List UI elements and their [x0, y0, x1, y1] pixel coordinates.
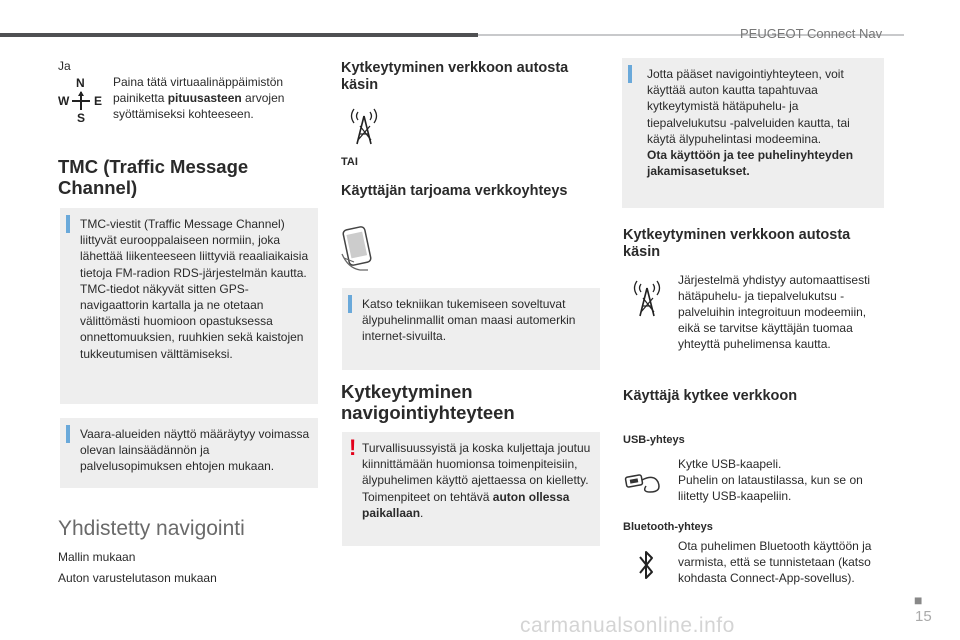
warning-note-text: Turvallisuussyistä ja koska kuljettaja joutuu kiinnittämään huomionsa toimenpiteisiin, älypuhelimen käyttö ajettaessa on kielletty. Toimenpiteet on tehtävä auton ollessa paikallaan.: [362, 441, 591, 520]
bluetooth-icon: [636, 548, 656, 582]
auto-connect-title: Kytkeytyminen verkkoon autosta käsin: [341, 60, 569, 93]
usb-connection-label: USB-yhteys: [623, 434, 685, 446]
page-number: 15: [915, 608, 932, 625]
user-network-title: Käyttäjän tarjoama verkkoyhteys: [341, 183, 568, 199]
compass-description: Paina tätä virtuaalinäppäimistön painiketta pituusasteen arvojen syöttämiseksi kohteeseen.: [113, 75, 285, 121]
user-network-note: [342, 288, 600, 370]
antenna-icon: [347, 106, 381, 146]
auto-connect-title-2: Kytkeytyminen verkkoon autosta käsin: [623, 227, 851, 260]
antenna-icon: [630, 278, 664, 318]
bluetooth-connection-text: Ota puhelimen Bluetooth käyttöön ja varmista, että se tunnistetaan (katso kohdasta Connect-App-sovellus).: [678, 539, 872, 585]
user-note-text: Katso tekniikan tukemiseen soveltuvat älypuhelinmallit oman maasi automerkin internet-sivuilta.: [362, 297, 576, 344]
connected-navigation-title: Yhdistetty navigointi: [58, 517, 245, 540]
info-bar-icon: [66, 215, 70, 233]
warning-exclamation-icon: !: [349, 435, 357, 460]
header-rule-dark: [0, 33, 478, 37]
tai-label: TAI: [341, 156, 358, 168]
info-bar-icon: [66, 425, 70, 443]
navigation-info-note: [622, 58, 884, 208]
usb-connection-text: Kytke USB-kaapeli. Puhelin on lataustilassa, kun se on liitetty USB-kaapeliin.: [678, 457, 863, 503]
user-connects-title: Käyttäjä kytkee verkkoon: [623, 388, 798, 404]
page-header-title: PEUGEOT Connect Nav: [740, 26, 883, 41]
info-bar-icon: [348, 295, 352, 313]
tmc-title: TMC (Traffic Message Channel): [58, 156, 249, 198]
bluetooth-connection-label: Bluetooth-yhteys: [623, 521, 713, 533]
watermark: carmanualsonline.info: [520, 614, 735, 637]
page-nav-marker: ■: [914, 592, 923, 608]
info-bar-icon: [628, 65, 632, 83]
compass-icon: N W E S: [58, 76, 103, 125]
danger-zone-note: [60, 418, 318, 488]
smartphone-icon: [338, 224, 382, 274]
danger-note-text: Vaara-alueiden näyttö määräytyy voimassa olevan lainsäädännön ja palvelusopimuksen ehtojen mukaan.: [80, 427, 310, 474]
auto-connect-text: Järjestelmä yhdistyy automaattisesti hätäpuhelu- ja tiepalvelukutsu -palveluihin integroituun modeemiin, eikä se tarvitse käyttäjän tuomaa yhteyttä puhelimensa kautta.: [678, 273, 871, 351]
by-model-text: Mallin mukaan: [58, 550, 136, 564]
tmc-info-note: [60, 208, 318, 404]
usb-cable-icon: [622, 470, 668, 498]
navigation-connection-title: Kytkeytyminen navigointiyhteyteen: [341, 381, 515, 423]
safety-warning-note: [342, 432, 600, 546]
text-ja: Ja: [58, 59, 71, 73]
tmc-note-text: TMC-viestit (Traffic Message Channel) liittyvät eurooppalaiseen normiin, joka lähettää liikenteeseen liittyviä reaaliaikaisia tietoja FM-radion RDS-järjestelmän kautta. TMC-tiedot näkyvät sitten GPS-navigaattorin kartalla ja ne otetaan välittömästi huomioon opastuksessa onnettomuuksien, ruuhkien sekä kaistojen tukkeutumisen välttämiseksi.: [80, 217, 309, 361]
navigation-info-text: Jotta pääset navigointiyhteyteen, voit käyttää auton kautta tapahtuvaa kytkeytymistä hätäpuhelu- ja tiepalvelukutsu -palveluiden kautta, tai käytä älypuhelintasi modeemina. Ota käyttöön ja tee puhelinyhteyden jakamisasetukset.: [647, 67, 854, 179]
by-trim-text: Auton varustelutason mukaan: [58, 571, 217, 585]
